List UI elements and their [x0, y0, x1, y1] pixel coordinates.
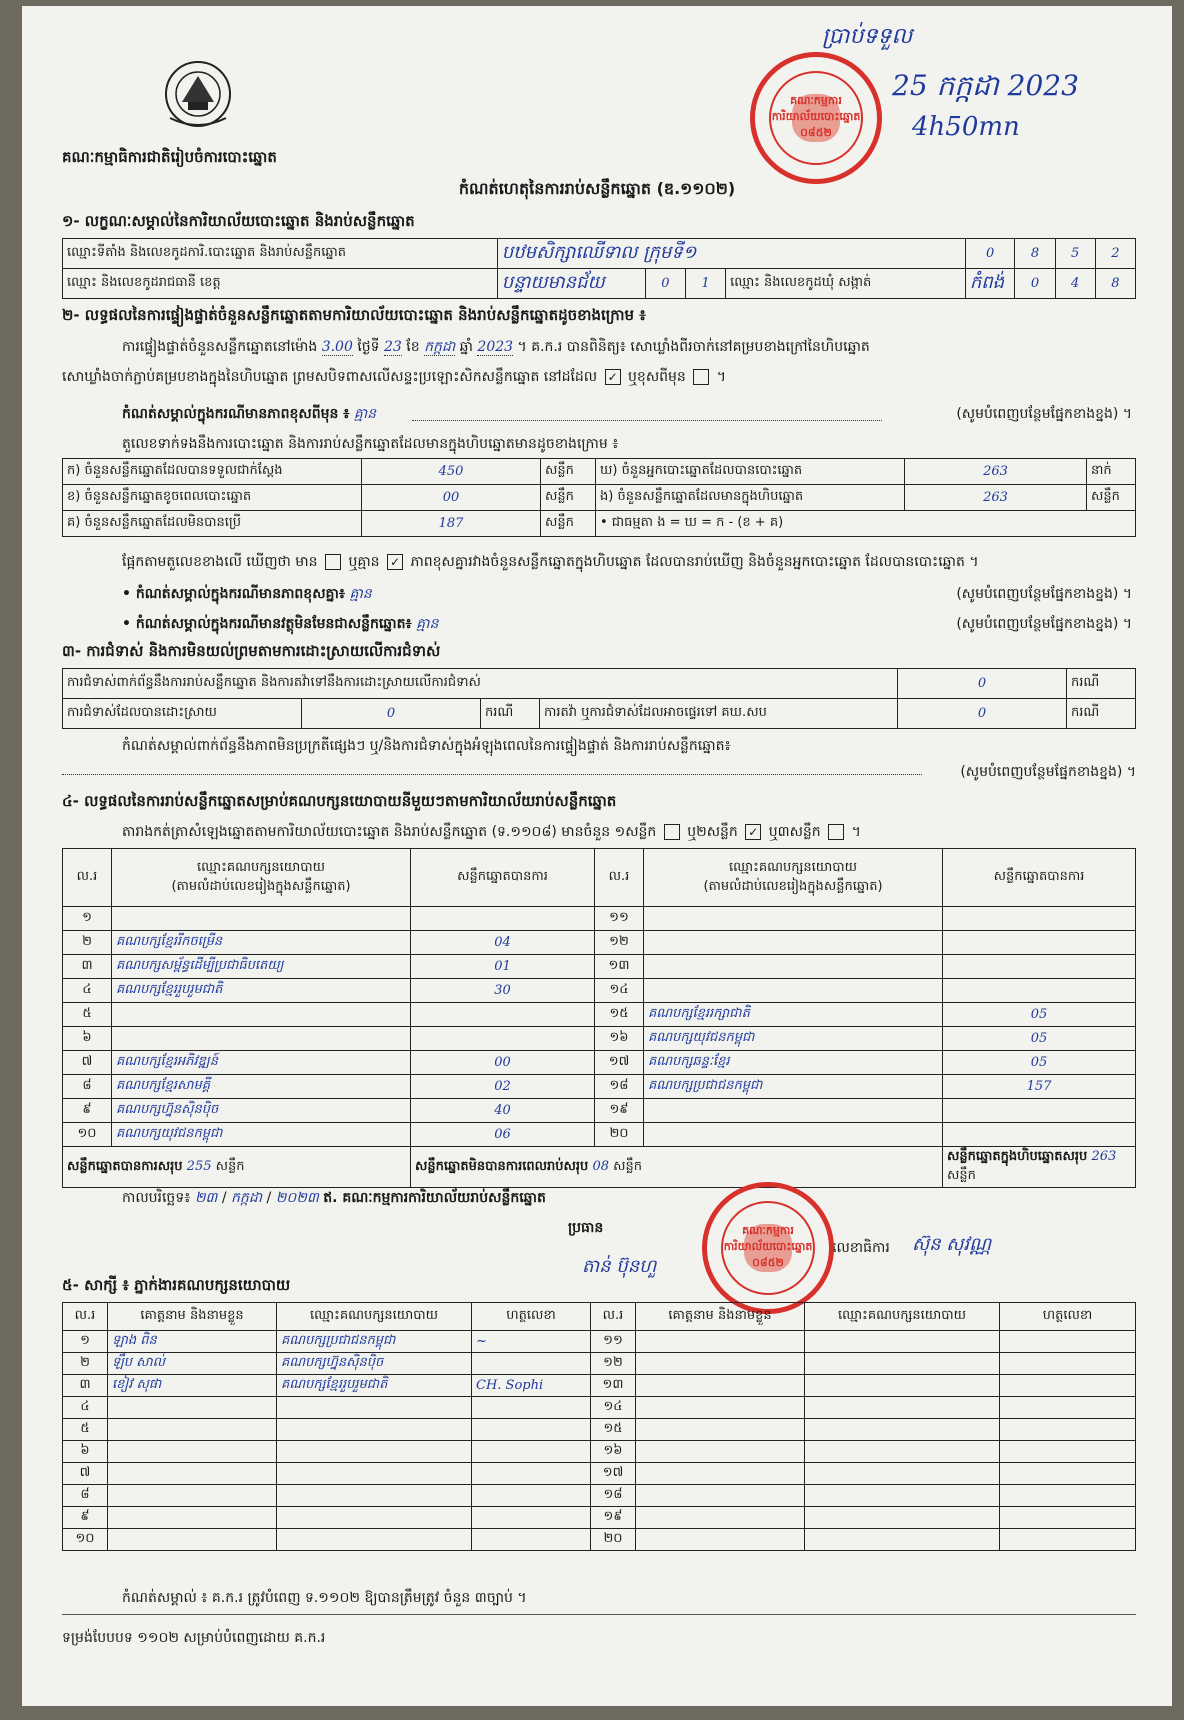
- col-no: ល.រ: [591, 1303, 636, 1331]
- party-name: គណបក្សខ្មែរអភិវឌ្ឍន៍: [112, 1051, 411, 1075]
- party-name: [644, 931, 943, 955]
- table-row: [63, 1397, 1136, 1419]
- col-party-sub: (តាមលំដាប់លេខរៀងក្នុងសន្លឹកឆ្នោត): [703, 878, 883, 894]
- table-row: [63, 1441, 1136, 1463]
- row-no: ១៤: [591, 1397, 636, 1419]
- row-no: ៨: [63, 1485, 108, 1507]
- table-row: [63, 1099, 1136, 1123]
- intro-text: ឬ៣សន្លឹក: [768, 824, 821, 840]
- form-note: ទម្រង់បែបបទ ១១០២ សម្រាប់បំពេញដោយ គ.ក.រ: [62, 1630, 326, 1646]
- party-votes: 05: [943, 1051, 1136, 1075]
- doubt-note-label: • កំណត់សម្គាល់ក្នុងករណីមានវត្ថុមិនមែនជាសន្លឹកឆ្នោត៖: [122, 616, 412, 632]
- date-suffix: ឥ. គណៈកម្មការការិយាល័យរាប់សន្លឹកឆ្នោត: [323, 1190, 546, 1206]
- transfer-label: ការតវ៉ា ឬការជំទាស់ដែលអាចផ្ទេរទៅ គឃ.សប: [540, 699, 898, 729]
- month-value: កក្កដា: [424, 339, 456, 355]
- table-row: [63, 1529, 1136, 1551]
- spoiled-ballots-value: 00: [362, 485, 541, 511]
- table-row: [63, 907, 1136, 931]
- row2-code-digit: 1: [685, 269, 725, 299]
- chair-name: តាន់ ប៊ុនហួ: [582, 1256, 657, 1277]
- unit: នាក់: [1087, 459, 1136, 485]
- three-sheet-checkbox[interactable]: [828, 824, 844, 840]
- verification-paragraph-2: [62, 366, 1136, 388]
- row2-code-digit: 0: [645, 269, 685, 299]
- row1-code-digit: 2: [1095, 239, 1135, 269]
- objection-table: [62, 668, 1136, 729]
- fill-note: (សូមបំពេញបន្ថែមផ្នែកខាងខ្នង) ។: [956, 406, 1132, 422]
- row-no: ១៦: [591, 1441, 636, 1463]
- row-no: ១៥: [595, 1003, 644, 1027]
- party-name: គណបក្សយុវជនកម្ពុជា: [112, 1123, 411, 1147]
- col-party-title: ឈ្មោះគណបក្សនយោបាយ: [197, 859, 325, 875]
- count-label: ឃ) ចំនួនអ្នកបោះឆ្នោតដែលបានបោះឆ្នោត: [596, 459, 905, 485]
- row-no: ២០: [591, 1529, 636, 1551]
- doubt-note: [122, 614, 1132, 635]
- col-no: ល.រ: [63, 849, 112, 907]
- secretary-name: ស៊ុន សុវណ្ណ: [912, 1234, 992, 1255]
- date-label: កាលបរិច្ឆេទ៖: [122, 1190, 191, 1206]
- row-no: ១០: [63, 1529, 108, 1551]
- party-votes: 01: [411, 955, 595, 979]
- commission-name: គណៈកម្មាធិការជាតិរៀបចំការបោះឆ្នោត: [62, 148, 277, 166]
- party-name: គណបក្សខ្មែរសាមគ្គី: [112, 1075, 411, 1099]
- party-votes: 30: [411, 979, 595, 1003]
- party-name: [112, 1027, 411, 1051]
- para-text: ។ គ.ក.រ បានពិនិត្យ៖ សោឃ្លាំងពីរចាក់នៅគម្របខាងក្រៅនៃហិបឆ្នោត: [517, 339, 870, 355]
- para-text: ថ្ងៃទី: [357, 339, 380, 355]
- formula-note: • ជាធម្មតា ង = ឃ = ក - (ខ + គ): [596, 511, 1136, 537]
- party-votes: 02: [411, 1075, 595, 1099]
- total-invalid: [411, 1147, 943, 1188]
- party-votes: [411, 907, 595, 931]
- two-sheet-checkbox[interactable]: ✓: [745, 824, 761, 840]
- party-name: [644, 979, 943, 1003]
- col-sign: ហត្ថលេខា: [1000, 1303, 1136, 1331]
- col-party: ឈ្មោះគណបក្សនយោបាយ: [805, 1303, 1000, 1331]
- row-no: ៦: [63, 1027, 112, 1051]
- diff-note-label: • កំណត់សម្គាល់ក្នុងករណីមានភាពខុសគ្នា៖: [122, 586, 346, 602]
- party-votes: [943, 1099, 1136, 1123]
- col-votes: សន្លឹកឆ្នោតបានការ: [411, 849, 595, 907]
- witness-party: គណបក្សប្រជាជនកម្ពុជា: [277, 1331, 472, 1353]
- chair-label: ប្រធាន: [568, 1220, 604, 1236]
- col-party-sub: (តាមលំដាប់លេខរៀងក្នុងសន្លឹកឆ្នោត): [171, 878, 351, 894]
- table-row: [63, 1003, 1136, 1027]
- one-sheet-checkbox[interactable]: [664, 824, 680, 840]
- signing-date: កាលបរិច្ឆេទ៖ ២៣ / កក្កដា / ២០២៣ ឥ. គណៈកម្មការការិយាល័យរាប់សន្លឹកឆ្នោត: [122, 1190, 546, 1206]
- row-no: ៧: [63, 1051, 112, 1075]
- table-row: [63, 1331, 1136, 1353]
- party-votes: [943, 907, 1136, 931]
- results-table: [62, 848, 1136, 1188]
- total-valid: [63, 1147, 411, 1188]
- diff-note-value: គ្មាន: [349, 586, 372, 602]
- unit: សន្លឹក: [215, 1158, 245, 1174]
- para-text: ការផ្ទៀងផ្ទាត់ចំនួនសន្លឹកឆ្នោតនៅម៉ោង: [122, 339, 318, 355]
- official-stamp-bottom: [702, 1182, 834, 1314]
- count-label: ក) ចំនួនសន្លឹកឆ្នោតដែលបានទទួលជាក់ស្តែង: [63, 459, 362, 485]
- unit: សន្លឹក: [613, 1158, 643, 1174]
- para-text: ឆ្នាំ: [459, 339, 473, 355]
- row1-code-digit: 5: [1055, 239, 1095, 269]
- col-name: គោត្តនាម និងនាមខ្លួន: [108, 1303, 277, 1331]
- table-row: [63, 1375, 1136, 1397]
- party-name: [644, 1099, 943, 1123]
- date-day: ២៣: [194, 1190, 218, 1206]
- compare-text: ឬគ្មាន: [348, 554, 380, 570]
- table-row: [63, 931, 1136, 955]
- fill-note: (សូមបំពេញបន្ថែមផ្នែកខាងខ្នង) ។: [956, 586, 1132, 602]
- unit: សន្លឹក: [947, 1168, 976, 1183]
- unit: សន្លឹក: [541, 459, 596, 485]
- row2-code-digit: 4: [1055, 269, 1095, 299]
- unit: ករណី: [1067, 669, 1136, 699]
- row1-value: បឋមសិក្សាឈើទាល ក្រុមទី១: [497, 239, 965, 269]
- witness-party: គណបក្សហ្វ៊ុនស៊ិនប៉ិច: [277, 1353, 472, 1375]
- intro-text: តារាងកត់ត្រាសំឡេងឆ្នោតតាមការិយាល័យបោះឆ្នោត និងរាប់សន្លឹកឆ្នោត (ទ.១១០៨) មានចំនួន ១សន្លឹក: [122, 824, 657, 840]
- row-no: ១៣: [595, 955, 644, 979]
- date-year: ២០២៣: [275, 1190, 319, 1206]
- col-party: ឈ្មោះគណបក្សនយោបាយ: [277, 1303, 472, 1331]
- row-no: ១០: [63, 1123, 112, 1147]
- party-votes: 06: [411, 1123, 595, 1147]
- row2-value-b: កំពង់: [965, 269, 1015, 299]
- party-name: [644, 1123, 943, 1147]
- count-label: ង) ចំនួនសន្លឹកឆ្នោតដែលមានក្នុងហិបឆ្នោត: [596, 485, 905, 511]
- ballots-in-box-value: 263: [905, 485, 1087, 511]
- party-votes: [943, 1123, 1136, 1147]
- total-invalid-value: 08: [592, 1158, 609, 1174]
- party-votes: 157: [943, 1075, 1136, 1099]
- row-no: ២០: [595, 1123, 644, 1147]
- party-votes: [411, 1027, 595, 1051]
- table-row: [63, 1463, 1136, 1485]
- row-no: ៧: [63, 1463, 108, 1485]
- party-name: [644, 955, 943, 979]
- unit: ករណី: [481, 699, 540, 729]
- table-row: [63, 955, 1136, 979]
- row2-label-b: ឈ្មោះ និងលេខកូដឃុំ សង្កាត់: [726, 269, 966, 299]
- table-row: [63, 1419, 1136, 1441]
- para-text: ឬខុសពីមុន: [628, 369, 686, 385]
- total-box: [943, 1147, 1136, 1188]
- witness-sign: ~: [472, 1331, 591, 1353]
- official-stamp-top: [750, 52, 882, 184]
- witness-table: [62, 1302, 1136, 1551]
- date-month: កក្កដា: [231, 1190, 263, 1206]
- received-time: 4h50mn: [912, 112, 1020, 142]
- count-label: ខ) ចំនួនសន្លឹកឆ្នោតខូចពេលបោះឆ្នោត: [63, 485, 362, 511]
- party-name: គណបក្សឆន្ទៈខ្មែរ: [644, 1051, 943, 1075]
- row-no: ១៨: [591, 1485, 636, 1507]
- party-name: [112, 1003, 411, 1027]
- unit: ករណី: [1067, 699, 1136, 729]
- col-party: [112, 849, 411, 907]
- total-box-value: 263: [1091, 1149, 1117, 1164]
- fill-note: (សូមបំពេញបន្ថែមផ្នែកខាងខ្នង) ។: [956, 616, 1132, 632]
- resolved-label: ការជំទាស់ដែលបានដោះស្រាយ: [63, 699, 302, 729]
- table-row: [63, 1027, 1136, 1051]
- party-name: គណបក្សយុវជនកម្ពុជា: [644, 1027, 943, 1051]
- voters-value: 263: [905, 459, 1087, 485]
- objection-count: 0: [898, 669, 1067, 699]
- row2-value: បន្ទាយមានជ័យ: [497, 269, 645, 299]
- compare-text: ភាពខុសគ្នារវាងចំនួនសន្លឹកឆ្នោតក្នុងហិបឆ្នោត ដែលបានរាប់ឃើញ និងចំនួនអ្នកបោះឆ្នោត ដែលបានបោះឆ្នោត ។: [410, 554, 979, 570]
- row-no: ១៥: [591, 1419, 636, 1441]
- col-party: [644, 849, 943, 907]
- row2-code-digit: 8: [1095, 269, 1135, 299]
- intro-end: ។: [851, 824, 861, 840]
- row-no: ៣: [63, 955, 112, 979]
- col-no: ល.រ: [595, 849, 644, 907]
- unused-ballots-value: 187: [362, 511, 541, 537]
- col-votes: សន្លឹកឆ្នោតបានការ: [943, 849, 1136, 907]
- row2-label: ឈ្មោះ និងលេខកូដរាជធានី ខេត្ត: [63, 269, 498, 299]
- table-row: [63, 1051, 1136, 1075]
- row-no: ១៦: [595, 1027, 644, 1051]
- section4-intro: [122, 822, 1132, 843]
- stamp-text: គណៈកម្មការការិយាល័យបោះឆ្នោត: [723, 1224, 813, 1253]
- party-name: គណបក្សប្រជាជនកម្ពុជា: [644, 1075, 943, 1099]
- resolved-count: 0: [302, 699, 481, 729]
- note-label: កំណត់សម្គាល់ក្នុងករណីមានភាពខុសពីមុន ៖: [122, 406, 350, 422]
- unit: សន្លឹក: [541, 485, 596, 511]
- unit: សន្លឹក: [541, 511, 596, 537]
- totals-row: [63, 1147, 1136, 1188]
- party-votes: 05: [943, 1027, 1136, 1051]
- different-checkbox[interactable]: [693, 369, 709, 385]
- row-no: ១៩: [595, 1099, 644, 1123]
- row-no: ៥: [63, 1419, 108, 1441]
- witness-name: ខៀវ សុផា: [108, 1375, 277, 1397]
- section5-title: ៥- សាក្សី ៖ ភ្នាក់ងារគណបក្សនយោបាយ: [62, 1276, 291, 1294]
- unit: សន្លឹក: [1087, 485, 1136, 511]
- section4-title: ៤- លទ្ធផលនៃការរាប់សន្លឹកឆ្នោតសម្រាប់គណបក្សនយោបាយនីមួយៗតាមការិយាល័យរាប់សន្លឹកឆ្នោត: [62, 792, 617, 810]
- total-box-label: សន្លឹកឆ្នោតក្នុងហិបឆ្នោតសរុប: [947, 1149, 1088, 1164]
- intro-text: ឬ២សន្លឹក: [687, 824, 738, 840]
- footnote: កំណត់សម្គាល់ ៖ គ.ក.រ ត្រូវបំពេញ ទ.១១០២ ឱ្យបានត្រឹមត្រូវ ចំនួន ៣ច្បាប់ ។: [122, 1590, 527, 1606]
- section3-title: ៣- ការជំទាស់ និងការមិនយល់ព្រមតាមការដោះស្រាយលើការជំទាស់: [62, 642, 441, 660]
- table-row: [63, 1123, 1136, 1147]
- total-valid-label: សន្លឹកឆ្នោតបានការសរុប: [67, 1158, 183, 1174]
- objection-note: កំណត់សម្គាល់ពាក់ព័ន្ធនឹងភាពមិនប្រក្រតីផ្សេងៗ ឬ/និងការជំទាស់ក្នុងអំឡុងពេលនៃការផ្ទៀងផ្ទាត់ និងការរាប់សន្លឹកឆ្នោត៖: [122, 738, 731, 754]
- witness-name: ឡឹប សាល់: [108, 1353, 277, 1375]
- row-no: ៤: [63, 979, 112, 1003]
- stamp-code: ០៨៥២: [800, 126, 832, 139]
- party-name: [644, 907, 943, 931]
- table-row: [63, 979, 1136, 1003]
- para-end: ។: [716, 369, 726, 385]
- party-name: គណបក្សខ្មែររួបរួមជាតិ: [112, 979, 411, 1003]
- row-no: ១៤: [595, 979, 644, 1003]
- row-no: ១៨: [595, 1075, 644, 1099]
- para-text: សោឃ្លាំងចាក់ភ្ជាប់គម្របខាងក្នុងនៃហិបឆ្នោត ព្រមសបិទពាសលើសន្ទះប្រឡោះសិកសន្លឹកឆ្នោត នៅដដែល: [62, 369, 598, 385]
- total-valid-value: 255: [186, 1158, 212, 1174]
- table-row: [63, 1075, 1136, 1099]
- row1-code-digit: 0: [965, 239, 1015, 269]
- total-invalid-label: សន្លឹកឆ្នោតមិនបានការពេលរាប់សរុប: [415, 1158, 589, 1174]
- row-no: ១៣: [591, 1375, 636, 1397]
- same-checkbox[interactable]: ✓: [605, 369, 621, 385]
- party-name: [112, 907, 411, 931]
- party-votes: 00: [411, 1051, 595, 1075]
- col-sign: ហត្ថលេខា: [472, 1303, 591, 1331]
- verification-paragraph: [122, 336, 1132, 358]
- received-date: 25 កក្កដា 2023: [892, 69, 1079, 102]
- row-no: ៦: [63, 1441, 108, 1463]
- table-row: [63, 1485, 1136, 1507]
- party-name: គណបក្សសម្ព័ន្ធដើម្បីប្រជាធិបតេយ្យ: [112, 955, 411, 979]
- row-no: ១២: [591, 1353, 636, 1375]
- note-value: គ្មាន: [353, 406, 377, 422]
- row-no: ៩: [63, 1099, 112, 1123]
- row-no: ១៧: [591, 1463, 636, 1485]
- count-label: គ) ចំនួនសន្លឹកឆ្នោតដែលមិនបានប្រើ: [63, 511, 362, 537]
- table-row: [63, 1353, 1136, 1375]
- nec-emblem-icon: [162, 58, 234, 134]
- row-no: ២: [63, 1353, 108, 1375]
- stamp-code: ០៨៥២: [752, 1256, 784, 1269]
- doubt-note-value: គ្មាន: [416, 616, 439, 632]
- year-value: 2023: [477, 339, 514, 355]
- row-no: ១: [63, 907, 112, 931]
- row1-code-digit: 8: [1015, 239, 1055, 269]
- party-votes: 40: [411, 1099, 595, 1123]
- table-row: [63, 1507, 1136, 1529]
- party-votes: 05: [943, 1003, 1136, 1027]
- row2-code-digit: 0: [1015, 269, 1055, 299]
- compare-text: ផ្អែកតាមតួលេខខាងលើ ឃើញថា មាន: [122, 554, 318, 570]
- form-title: កំណត់ហេតុនៃការរាប់សន្លឹកឆ្នោត (ឌ.១១០២): [458, 179, 736, 198]
- received-label: ប្រាប់ទទួល: [822, 24, 913, 49]
- difference-note: [122, 404, 1132, 425]
- row-no: ៣: [63, 1375, 108, 1397]
- party-votes: [943, 979, 1136, 1003]
- row-no: ៨: [63, 1075, 112, 1099]
- stamp-text: គណៈកម្មការការិយាល័យបោះឆ្នោត: [771, 94, 861, 123]
- witness-name: ឡាង ពិន: [108, 1331, 277, 1353]
- witness-sign: CH. Sophi: [472, 1375, 591, 1397]
- section1-table: [62, 238, 1136, 299]
- received-ballots-value: 450: [362, 459, 541, 485]
- party-votes: 04: [411, 931, 595, 955]
- party-name: គណបក្សហ្វ៊ុនស៊ិនប៉ិច: [112, 1099, 411, 1123]
- witness-party: គណបក្សខ្មែររួបរួមជាតិ: [277, 1375, 472, 1397]
- col-party-title: ឈ្មោះគណបក្សនយោបាយ: [729, 859, 857, 875]
- col-name: គោត្តនាម និងនាមខ្លួន: [636, 1303, 805, 1331]
- row-no: ១១: [595, 907, 644, 931]
- no-difference-checkbox[interactable]: ✓: [387, 554, 403, 570]
- party-votes: [943, 931, 1136, 955]
- row-no: ១១: [591, 1331, 636, 1353]
- fill-note: (សូមបំពេញបន្ថែមផ្នែកខាងខ្នង) ។: [960, 764, 1136, 780]
- compare-line: [122, 552, 1132, 573]
- day-value: 23: [383, 339, 402, 355]
- row1-label: ឈ្មោះទីតាំង និងលេខកូដការិ.បោះឆ្នោត និងរាប់សន្លឹកឆ្នោត: [63, 239, 498, 269]
- counts-table: [62, 458, 1136, 537]
- party-votes: [943, 955, 1136, 979]
- row-no: ២: [63, 931, 112, 955]
- col-no: ល.រ: [63, 1303, 108, 1331]
- para-text: ខែ: [406, 339, 420, 355]
- section1-title: ១- លក្ខណៈសម្គាល់នៃការិយាល័យបោះឆ្នោត និងរាប់សន្លឹកឆ្នោត: [62, 212, 415, 230]
- row-no: ៥: [63, 1003, 112, 1027]
- row-no: ៩: [63, 1507, 108, 1529]
- row-no: ១៧: [595, 1051, 644, 1075]
- row-no: ១: [63, 1331, 108, 1353]
- witness-sign: [472, 1353, 591, 1375]
- row-no: ១៩: [591, 1507, 636, 1529]
- section2-title: ២- លទ្ធផលនៃការផ្ទៀងផ្ទាត់ចំនួនសន្លឹកឆ្នោតតាមការិយាល័យបោះឆ្នោត និងរាប់សន្លឹកឆ្នោតដូចខាងក្រោម ៖: [62, 306, 646, 324]
- party-name: គណបក្សខ្មែររក្សាជាតិ: [644, 1003, 943, 1027]
- row-no: ៤: [63, 1397, 108, 1419]
- party-name: គណបក្សខ្មែររីកចម្រើន: [112, 931, 411, 955]
- secretary-label: លេខាធិការ: [832, 1240, 890, 1256]
- form-sheet: [22, 6, 1172, 1706]
- diff-note: [122, 584, 1132, 605]
- time-value: 3.00: [321, 339, 353, 355]
- row-no: ១២: [595, 931, 644, 955]
- has-difference-checkbox[interactable]: [325, 554, 341, 570]
- transfer-count: 0: [898, 699, 1067, 729]
- result-intro: តួលេខទាក់ទងនឹងការបោះឆ្នោត និងការរាប់សន្លឹកឆ្នោតដែលមានក្នុងហិបឆ្នោតមានដូចខាងក្រោម ៖: [122, 436, 619, 452]
- objection-label: ការជំទាស់ពាក់ព័ន្ធនឹងការរាប់សន្លឹកឆ្នោត និងការតវ៉ាទៅនឹងការដោះស្រាយលើការជំទាស់: [63, 669, 898, 699]
- party-votes: [411, 1003, 595, 1027]
